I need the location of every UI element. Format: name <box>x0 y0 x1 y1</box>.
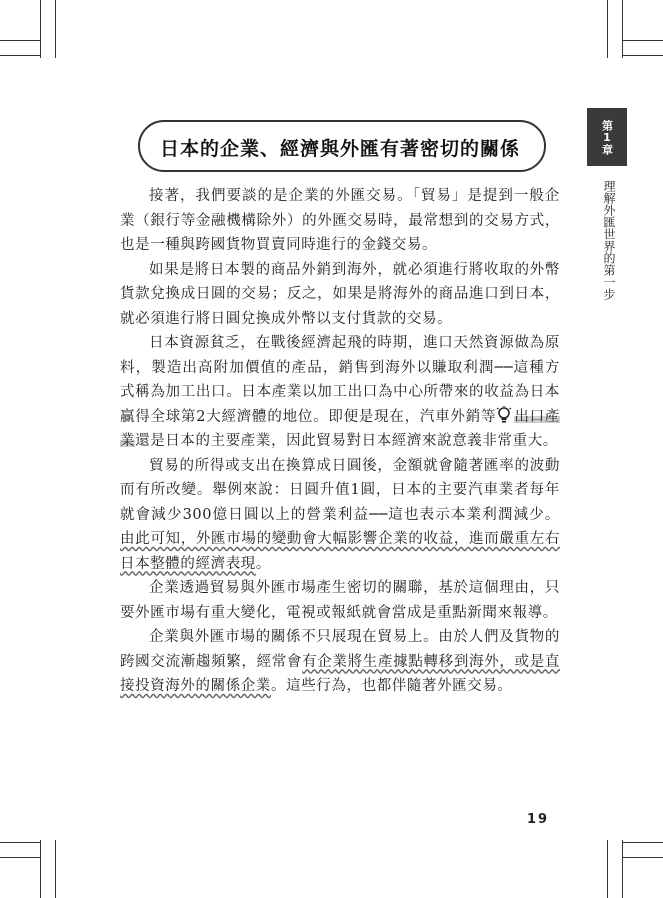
crop-mark <box>607 840 608 898</box>
paragraph <box>120 454 560 577</box>
text-segment: 。這些行為，也都伴隨著外匯交易。 <box>271 678 513 694</box>
crop-mark <box>0 842 40 843</box>
section-title: 日本的企業、經濟與外匯有著密切的關係 <box>160 138 521 160</box>
highlighted-term: 出口產業 <box>120 408 560 449</box>
crop-mark <box>623 55 663 56</box>
crop-mark <box>622 840 623 898</box>
text-segment: 還是日本的主要產業，因此貿易對日本經濟來說意義非常重大。 <box>135 433 558 449</box>
lightbulb-icon <box>496 406 512 424</box>
text-segment: 企業與外匯市場的關係不只展現在貿易上。由於人們及貨物的跨國交流漸趨頻繁，經常會 <box>120 629 560 670</box>
section-title-box <box>138 120 546 172</box>
crop-mark <box>623 842 663 843</box>
underlined-text: 有企業將生產據點轉移到海外，或是直接投資海外的關係企業 <box>120 653 561 694</box>
crop-mark <box>40 840 41 898</box>
text-segment: 貿易的所得或支出在換算成日圓後，金額就會隨著匯率的波動而有所改變。舉例來說：日圓升值1圓，日本的主要汽車業者每年就會減少300億日圓以上的營業利益──這也表示本業利潤減少。 <box>120 457 560 523</box>
body-text <box>120 184 560 699</box>
text-segment: 日本資源貧乏，在戰後經濟起飛的時期，進口天然資源做為原料，製造出高附加價值的產品，銷售到海外以賺取利潤──這種方式稱為加工出口。日本產業以加工出口為中心所帶來的收益為日本贏得全球第2大經濟體的地位。即便是現在，汽車外銷等 <box>120 335 560 425</box>
paragraph <box>120 184 560 258</box>
crop-mark <box>55 840 56 898</box>
page-number: 19 <box>527 812 550 827</box>
crop-mark <box>0 40 40 41</box>
paragraph <box>120 331 560 454</box>
crop-mark <box>623 40 663 41</box>
chapter-caption: 理解外匯世界的第一步 <box>602 180 616 300</box>
crop-mark <box>55 0 56 58</box>
text-segment: 。 <box>255 555 272 572</box>
crop-mark <box>607 0 608 58</box>
text-segment: 企業透過貿易與外匯市場產生密切的關聯，基於這個理由，只要外匯市場有重大變化，電視或報紙就會當成是重點新聞來報導。 <box>120 580 560 621</box>
crop-mark <box>40 0 41 58</box>
paragraph <box>120 576 560 625</box>
paragraph <box>120 625 560 699</box>
crop-mark <box>622 0 623 58</box>
crop-mark <box>623 857 663 858</box>
crop-mark <box>0 55 40 56</box>
text-segment: 如果是將日本製的商品外銷到海外，就必須進行將收取的外幣貨款兌換成日圓的交易；反之，如果是將海外的商品進口到日本，就必須進行將日圓兌換成外幣以支付貨款的交易。 <box>120 261 560 327</box>
chapter-tab: 第1章 <box>587 108 627 166</box>
text-segment: 接著，我們要談的是企業的外匯交易。「貿易」是提到一般企業（銀行等金融機構除外）的外匯交易時，最常想到的交易方式，也是一種與跨國貨物買賣同時進行的金錢交易。 <box>120 188 560 253</box>
underlined-text: 由此可知，外匯市場的變動會大幅影響企業的收益，進而嚴重左右日本整體的經濟表現 <box>120 531 560 572</box>
crop-mark <box>0 857 40 858</box>
paragraph <box>120 258 560 332</box>
